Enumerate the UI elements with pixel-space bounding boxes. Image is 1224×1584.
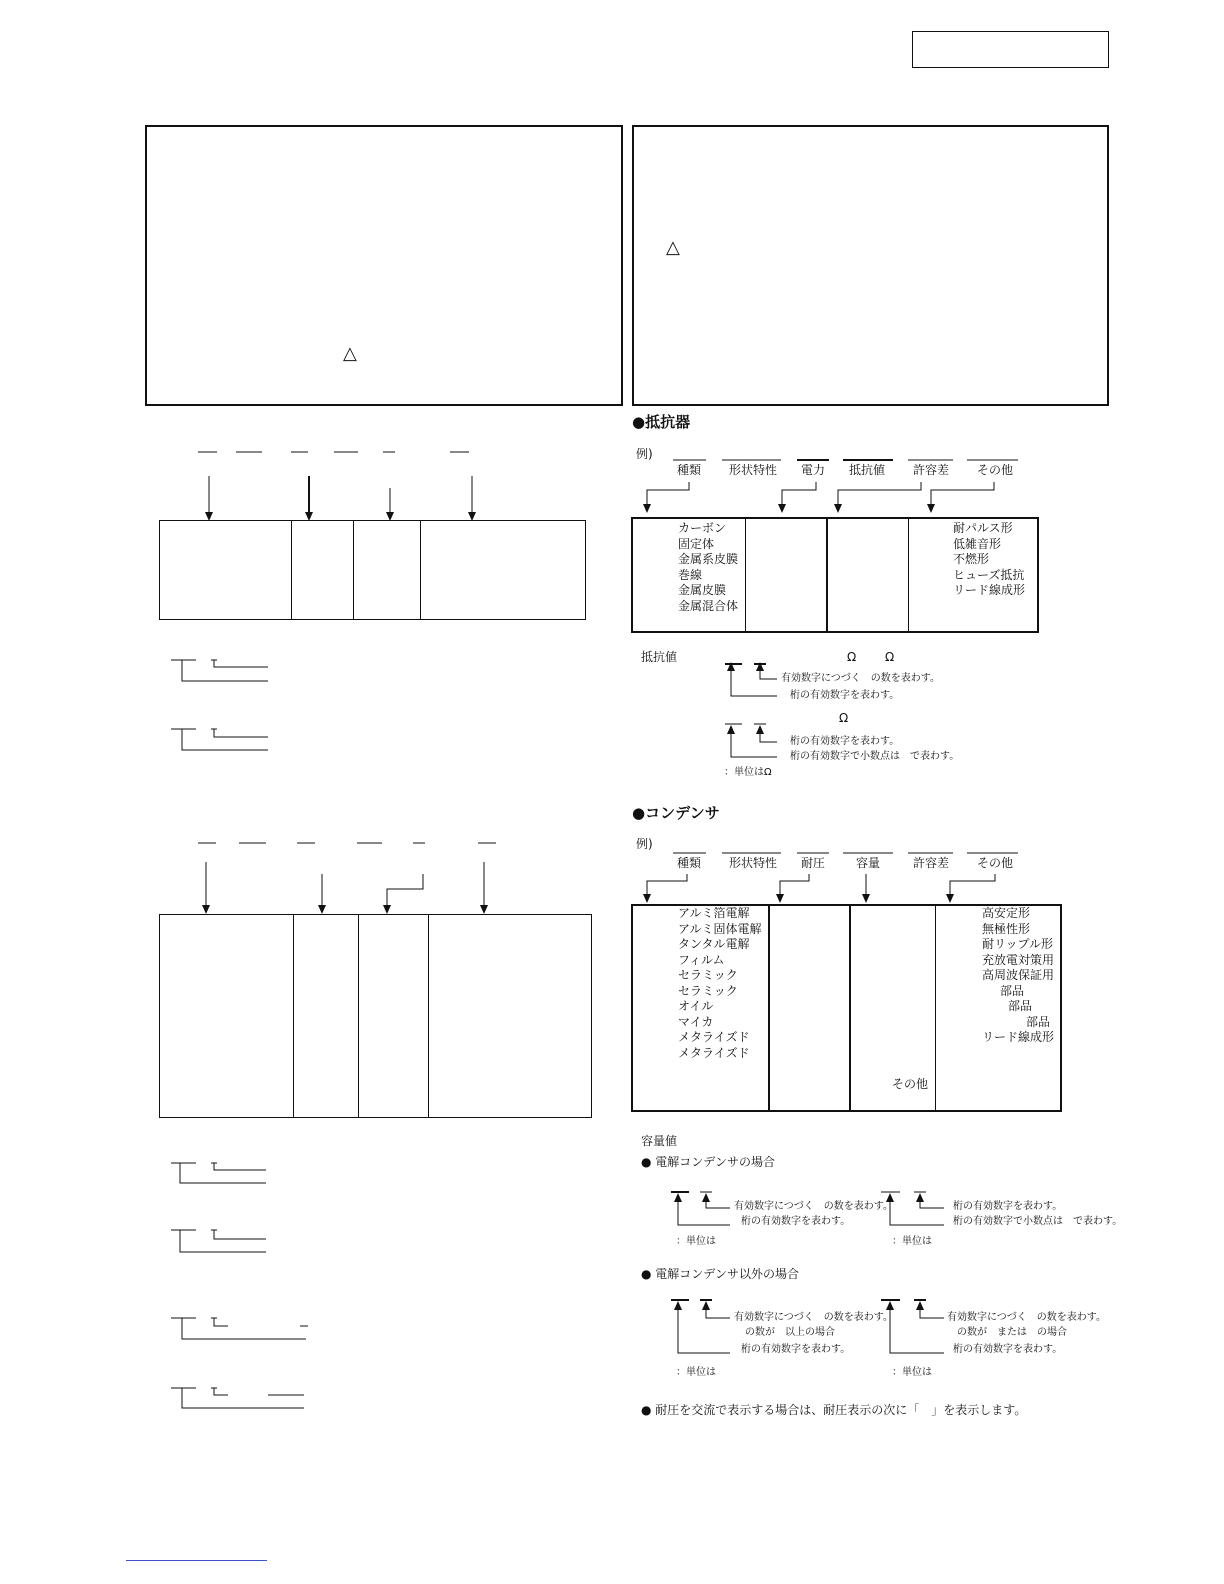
capacitor-field-capacity: 容量 <box>856 856 881 870</box>
list-item: 金属混合体 <box>678 598 739 613</box>
resistor-field-type: 種類 <box>677 463 702 477</box>
list-item: 充放電対策用 <box>982 952 1055 967</box>
list-item: 低雑音形 <box>953 536 1002 551</box>
list-item: 耐パルス形 <box>953 521 1013 535</box>
list-item: ヒューズ抵抗 <box>953 567 1025 582</box>
electrolytic-right-unit: ：単位は <box>892 1236 932 1247</box>
capacitor-tolerance-other: その他 <box>892 1077 929 1091</box>
list-item: 高周波保証用 <box>982 968 1055 982</box>
ohm-symbol: Ω <box>885 650 895 664</box>
list-item: 金属系皮膜 <box>678 552 739 566</box>
ohm-symbol: Ω <box>847 650 857 664</box>
list-item: セラミック <box>678 983 738 998</box>
non-electrolytic-left-note3: 桁の有効数字を表わす。 <box>741 1344 851 1355</box>
capacitor-heading: ●コンデンサ <box>632 804 720 822</box>
capacitor-field-type: 種類 <box>677 856 702 870</box>
capacitor-field-voltage: 耐圧 <box>801 856 826 870</box>
caution-triangle-icon: △ <box>343 343 357 364</box>
list-item: マイカ <box>678 1014 714 1029</box>
list-item: タンタル電解 <box>678 937 750 951</box>
list-item: 耐リップル形 <box>982 937 1054 951</box>
list-item: メタライズド <box>678 1030 750 1044</box>
electrolytic-left-note1: 有効数字につづく の数を表わす。 <box>734 1201 893 1212</box>
list-item: フィルム <box>678 952 725 967</box>
non-electrolytic-left-note2: の数が 以上の場合 <box>745 1327 835 1338</box>
resistor-field-value: 抵抗値 <box>849 463 886 477</box>
list-item: カーボン <box>678 521 727 535</box>
capacitor-field-other: その他 <box>977 856 1014 870</box>
ac-voltage-note: ● 耐圧を交流で表示する場合は、耐圧表示の次に「 」を表示します。 <box>641 1403 1027 1417</box>
resistor-field-shape: 形状特性 <box>729 463 778 477</box>
list-item: リード線成形 <box>953 583 1026 597</box>
non-electrolytic-right-note1: 有効数字につづく の数を表わす。 <box>947 1312 1106 1323</box>
resistor-note-decimal: 桁の有効数字で小数点は で表わす。 <box>790 751 960 762</box>
electrolytic-title: ● 電解コンデンサの場合 <box>641 1155 776 1169</box>
list-item: 金属皮膜 <box>678 583 727 597</box>
resistor-note-zeros: 有効数字につづく の数を表わす。 <box>781 673 940 684</box>
list-item: アルミ箔電解 <box>678 906 750 920</box>
resistor-field-tolerance: 許容差 <box>913 463 950 477</box>
list-item: 不燃形 <box>953 552 990 566</box>
electrolytic-right-note1: 桁の有効数字を表わす。 <box>953 1201 1063 1212</box>
capacitor-example-label: 例) <box>636 837 653 851</box>
resistor-heading: ●抵抗器 <box>632 413 691 431</box>
resistor-note-sig2: 桁の有効数字を表わす。 <box>790 736 900 747</box>
list-item: 部品 <box>1026 1014 1051 1029</box>
resistor-unit: ：単位はΩ <box>724 767 772 778</box>
resistor-field-other: その他 <box>977 463 1014 477</box>
list-item: 高安定形 <box>982 906 1031 920</box>
resistor-value-label: 抵抗値 <box>641 650 678 664</box>
capacitor-field-tolerance: 許容差 <box>913 856 950 870</box>
non-electrolytic-left-unit: ：単位は <box>676 1367 716 1378</box>
resistor-example-label: 例) <box>636 447 653 461</box>
non-electrolytic-right-note3: 桁の有効数字を表わす。 <box>953 1344 1063 1355</box>
list-item: 巻線 <box>678 567 703 582</box>
list-item: リード線成形 <box>982 1030 1055 1044</box>
list-item: 部品 <box>1008 999 1033 1013</box>
non-electrolytic-right-unit: ：単位は <box>892 1367 932 1378</box>
list-item: 固定体 <box>678 536 715 551</box>
list-item: 部品 <box>1000 983 1025 998</box>
list-item: アルミ固体電解 <box>678 921 762 936</box>
non-electrolytic-title: ● 電解コンデンサ以外の場合 <box>641 1267 800 1281</box>
list-item: メタライズド <box>678 1045 750 1060</box>
capacitor-field-shape: 形状特性 <box>729 856 778 870</box>
caution-triangle-icon: △ <box>666 237 680 258</box>
electrolytic-left-unit: ：単位は <box>676 1236 716 1247</box>
electrolytic-right-note2: 桁の有効数字で小数点は で表わす。 <box>953 1216 1123 1227</box>
footer-rule <box>126 1560 267 1561</box>
list-item: 無極性形 <box>982 921 1031 936</box>
list-item: オイル <box>678 999 714 1013</box>
ohm-symbol: Ω <box>839 711 849 725</box>
list-item: セラミック <box>678 968 738 982</box>
non-electrolytic-left-note1: 有効数字につづく の数を表わす。 <box>734 1312 893 1323</box>
resistor-field-power: 電力 <box>801 463 826 477</box>
non-electrolytic-right-note2: の数が または の場合 <box>957 1327 1067 1338</box>
capacity-value-label: 容量値 <box>641 1134 678 1148</box>
electrolytic-left-note2: 桁の有効数字を表わす。 <box>741 1216 851 1227</box>
resistor-note-sig: 桁の有効数字を表わす。 <box>790 690 900 701</box>
